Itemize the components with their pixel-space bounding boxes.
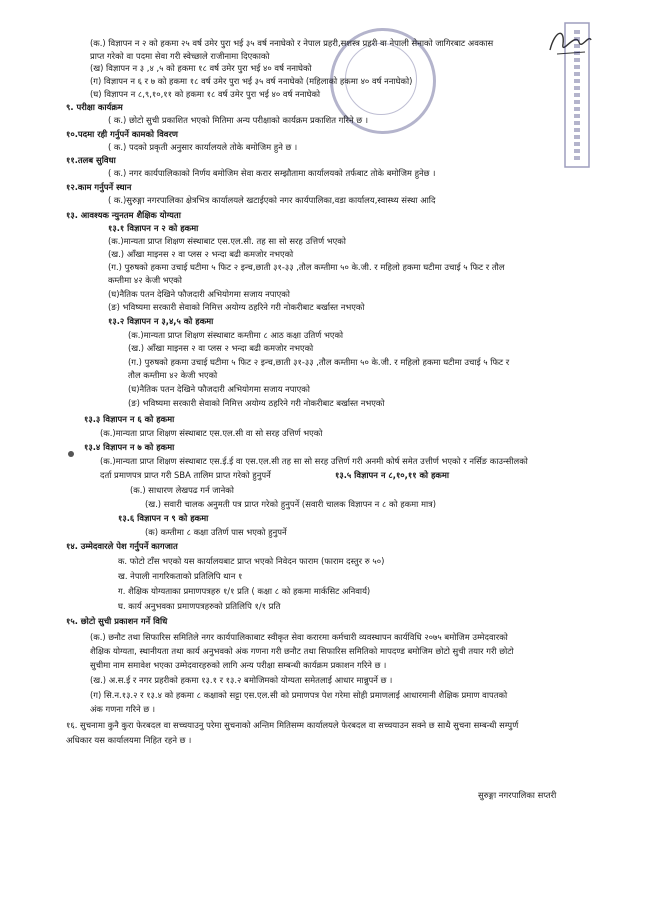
section-13-1-item-e: (ङ) भविष्यमा सरकारी सेवाको निमित्त अयोग्य ठहरिने गरी नोकरीबाट बर्खास्त नभएको [108, 302, 365, 312]
section-13-1-item-c-cont: कम्तीमा ४२ केजी भएको [108, 275, 182, 285]
section-14-item-gha: घ. कार्य अनुभवका प्रमाणपत्रहरुको प्रतिलिपि १/१ प्रति [118, 601, 281, 611]
section-13-4-item-a: (क.)मान्यता प्राप्त शिक्षण संस्थाबाट एस.ई.ई वा एस.एल.सी तह सा सो सरह उत्तिर्ण गरी अनमी कोर्ष समेत उत्तीर्ण भएको र नर्सिङ काउन्सीलको [100, 456, 528, 466]
section-14-item-ga: ग. शैक्षिक योग्यताका प्रमाणपत्रहरु १/१ प्रति ( कक्षा ८ को हकमा मार्कसिट अनिवार्य) [118, 586, 371, 596]
section-14-heading: १४. उम्मेदवारले पेश गर्नुपर्ने कागजात [66, 541, 178, 551]
section-13-6-item-a: (क) कम्तीमा ८ कक्षा उतिर्ण पास भएको हुनुपर्ने [145, 527, 287, 537]
section-13-2-item-a: (क.)मान्यता प्राप्त शिक्षण संस्थाबाट कम्तीमा ८ आठ कक्षा उतिर्ण भएको [128, 330, 344, 340]
section-13-1-item-c: (ग.) पुरुषको हकमा उचाई घटीमा ५ फिट २ इन्च,छाती ३१-३३ ,तौल कम्तीमा ५० के.जी. र महिलो हकमा घटीमा उचाई ५ फिट र तौल [108, 262, 505, 272]
section-10-heading: १०.पदमा रही गर्नुपर्ने कामको विवरण [66, 129, 178, 139]
section-15-heading: १५. छोटो सुची प्रकाशन गर्ने विधि [66, 616, 168, 626]
section-16-text-cont: अधिकार यस कार्यालयमा निहित रहने छ । [66, 735, 192, 745]
section-13-1-heading: १३.१ विज्ञापन न २ को हकमा [108, 223, 199, 233]
section-12-heading: १२.काम गर्नुपर्ने स्थान [66, 182, 132, 192]
section-15-item-b: (ख.) अ.स.ई र नगर प्रहरीको हकमा १३.१ र १३.२ बमोजिमको योग्यता समेतलाई आधार मान्नुपर्ने छ । [90, 675, 393, 685]
section-11-heading: ११.तलब सुविधा [66, 155, 116, 165]
section-9-item-a: ( क.) छोटो सुची प्रकाशित भएको मितिमा अन्य परीक्षाको कार्यक्रम प्रकाशित गरिने छ । [108, 115, 368, 125]
side-seal-stamp [562, 20, 592, 170]
section-12-item-a: ( क.)सुरुङ्गा नगरपालिका क्षेत्रभित्र कार्यालयले खटाईएको नगर कार्यपालिका,वडा कार्यालय,स्वास्थ्य संस्था आदि [108, 195, 436, 205]
ink-spot [68, 451, 74, 457]
section-13-1-item-b: (ख.) आँखा माइनस २ वा प्लस २ भन्दा बढी कमजोर नभएको [108, 249, 294, 259]
eligibility-age-c: (ग) विज्ञापन न ६ र ७ को हकमा १८ वर्ष उमेर पुरा भई ३५ वर्ष ननाघेको (महिलाको हकमा ४० वर्ष ननाघेको) [90, 76, 413, 86]
section-15-item-a: (क.) छनौट तथा सिफारिस समितिले नगर कार्यपालिकाबाट स्वीकृत सेवा करारमा कर्मचारी व्यवस्थापन कार्यविधि २०७५ बमोजिम उम्मेदवारको [90, 632, 508, 642]
section-13-1-item-a: (क.)मान्यता प्राप्त शिक्षण संस्थाबाट एस.एल.सी. तह सा सो सरह उत्तिर्ण भएको [108, 236, 346, 246]
eligibility-age-a: (क.) विज्ञापन न २ को हकमा २५ वर्ष उमेर पुरा भई ३५ वर्ष ननाघेको र नेपाल प्रहरी,सशस्त्र प्रहरी वा नेपाली सेनाको जागिरबाट अवकास [90, 38, 494, 48]
section-13-heading: १३. आवश्यक न्युनतम शैक्षिक योग्यता [66, 210, 181, 220]
eligibility-age-d: (घ) विज्ञापन न ८,९,१०,११ को हकमा १८ वर्ष उमेर पुरा भई ४० वर्ष ननाघेको [90, 89, 321, 99]
section-13-5-item-a: (क.) साधारण लेखपढ गर्न जानेको [130, 485, 234, 495]
section-13-3-heading: १३.३ विज्ञापन न ६ को हकमा [84, 414, 175, 424]
section-15-item-a-cont1: शैक्षिक योग्यता, स्थानीयता तथा कार्य अनुभवको अंक गणना गरी छनौट तथा सिफारिस समितिको मापदण्ड बमोजिम छोटो सुची तयार गरी छोटो [90, 646, 514, 656]
section-14-item-kha: ख. नेपाली नागरिकताको प्रतिलिपि थान १ [118, 571, 243, 581]
section-10-item-a: ( क.) पदको प्रकृती अनुसार कार्यालयले तोके बमोजिम हुने छ । [108, 142, 298, 152]
section-13-2-item-c-cont: तौल कम्तीमा ४२ केजी भएको [128, 370, 218, 380]
section-13-6-heading: १३.६ विज्ञापन न ९ को हकमा [118, 513, 209, 523]
section-13-2-item-e: (ङ) भविष्यमा सरकारी सेवाको निमित्त अयोग्य ठहरिने गरी नोकरीबाट बर्खास्त नभएको [128, 398, 385, 408]
section-13-3-item-a: (क.)मान्यता प्राप्त शिक्षण संस्थाबाट एस.एल.सी वा सो सरह उत्तिर्ण भएको [100, 428, 323, 438]
eligibility-age-a-cont: प्राप्त गरेको वा पदमा सेवा गरी स्वेच्छाले राजीनामा दिएकाको [90, 51, 270, 61]
eligibility-age-b: (ख) विज्ञापन न ३ ,४ ,५ को हकमा १८ वर्ष उमेर पुरा भई ४० वर्ष ननाघेको [90, 63, 312, 73]
section-13-5-heading: १३.५ विज्ञापन न ८,१०,११ को हकमा [335, 470, 450, 480]
section-13-4-heading: १३.४ विज्ञापन न ७ को हकमा [84, 442, 175, 452]
issuer-signature-line: सुरुङ्गा नगरपालिका सप्तरी [478, 790, 557, 800]
section-9-heading: ९. परीक्षा कार्यक्रम [66, 102, 123, 112]
section-15-item-a-cont2: सुचीमा नाम समावेश भएका उम्मेदवारहरुको लागि अन्य परीक्षा सम्बन्धी कार्यक्रम प्रकाशन गरिने छ । [90, 660, 387, 670]
section-14-item-ka: क. फोटो टाँस भएको यस कार्यालयबाट प्राप्त भएको निवेदन फाराम (फाराम दस्तुर रु ५०) [118, 556, 385, 566]
section-11-item-a: ( क.) नगर कार्यपालिकाको निर्णय बमोजिम सेवा करार सम्झौतामा कार्यालयको तर्फबाट तोके बमोजिम हुनेछ । [108, 168, 436, 178]
section-15-item-c: (ग) सि.न.१३.२ र १३.४ को हकमा ८ कक्षाको सट्टा एस.एल.सी को प्रमाणपत्र पेश गरेमा सोही प्रमाणलाई आधारमानी शैक्षिक प्रमाण वापतको [90, 690, 508, 700]
section-13-4-item-a-cont: दर्ता प्रमाणपत्र प्राप्त गरी SBA तालिम प्राप्त गरेको हुनुपर्ने [100, 470, 271, 480]
section-13-2-heading: १३.२ विज्ञापन न ३,४,५ को हकमा [108, 316, 214, 326]
section-13-2-item-b: (ख.) आँखा माइनस २ वा प्लस २ भन्दा बढी कमजोर नभएको [128, 343, 314, 353]
section-16-text: १६. सुचनामा कुनै कुरा फेरबदल वा सच्चयाउनु परेमा सुचनाको अन्तिम मितिसम्म कार्यालयले फेरबदल वा सच्चयाउन सक्ने छ साथै सुचना सम्बन्धी सम्पुर्ण [66, 720, 519, 730]
section-15-item-c-cont: अंक गणना गरिने छ । [90, 704, 156, 714]
section-13-5-item-b: (ख.) सवारी चालक अनुमती पत्र प्राप्त गरेको हुनुपर्ने (सवारी चालक विज्ञापन न ८ को हकमा मात्र) [145, 499, 437, 509]
section-13-2-item-d: (घ)नैतिक पतन देखिने फौजदारी अभियोगमा सजाय नपाएको [128, 384, 310, 394]
section-13-2-item-c: (ग.) पुरुषको हकमा उचाई घटीमा ५ फिट २ इन्च,छाती ३१-३३ ,तौल कम्तीमा ५० के.जी. र महिलो हकमा घटीमा उचाई ५ फिट र [128, 357, 510, 367]
section-13-1-item-d: (घ)नैतिक पतन देखिने फौजदारी अभियोगमा सजाय नपाएको [108, 289, 290, 299]
